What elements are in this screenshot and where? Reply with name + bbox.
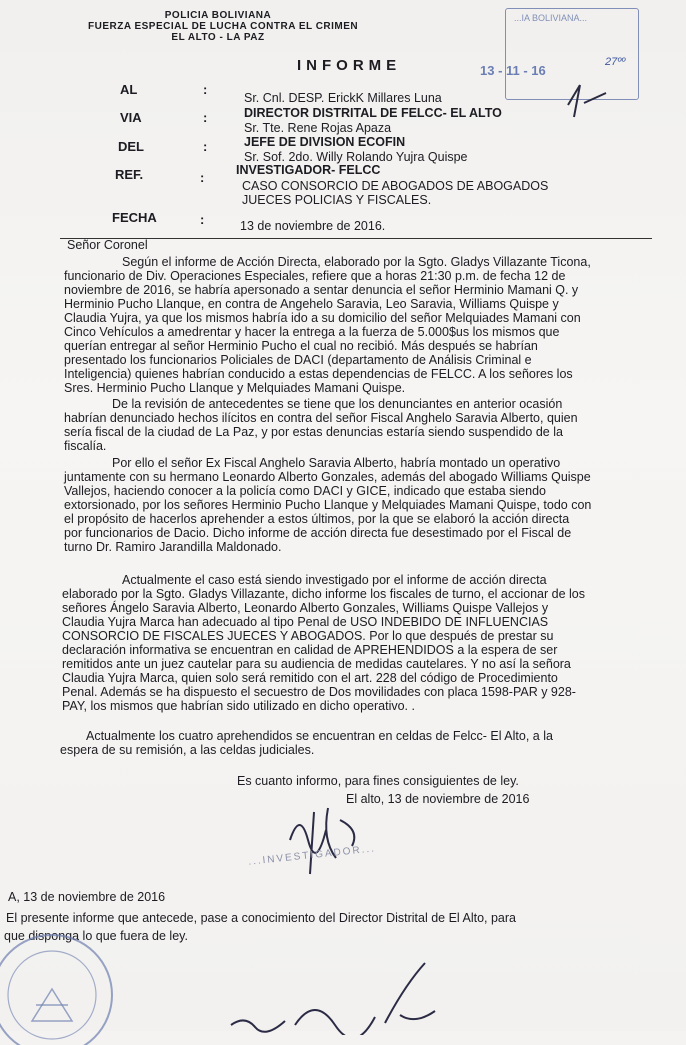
footer-line: que disponga lo que fuera de ley. xyxy=(4,929,188,943)
officer-signature xyxy=(270,800,390,880)
stamp-date: 13 - 11 - 16 xyxy=(480,63,546,78)
body-line: Penal. Además se ha dispuesto el secuestro de Dos movilidades con placa 1598-PAR y 928- xyxy=(62,685,576,699)
field-al-title: DIRECTOR DISTRITAL DE FELCC- EL ALTO xyxy=(244,106,502,120)
body-line: fiscalía. xyxy=(64,439,107,453)
body-line: declaración informativa se encuentran en calidad de APREHENDIDOS a la espera de ser xyxy=(62,643,558,657)
salutation: Señor Coronel xyxy=(67,238,148,252)
field-label-ref: REF. xyxy=(115,167,144,182)
body-line: habrían denunciado hechos ilícitos en contra del señor Fiscal Anghelo Saravia Alberto, quien xyxy=(64,411,578,425)
field-ref-line-1: CASO CONSORCIO DE ABOGADOS DE ABOGADOS xyxy=(242,179,549,193)
field-fecha-value: 13 de noviembre de 2016. xyxy=(240,219,386,233)
place-date-line: El alto, 13 de noviembre de 2016 xyxy=(346,792,530,806)
body-line: señores Ángelo Saravia Alberto, Leonardo Alberto Gonzales, Williams Quispe Vallejos y xyxy=(62,601,549,615)
field-ref-line-2: JUECES POLICIAS Y FISCALES. xyxy=(242,193,432,207)
body-line: noviembre de 2016, se habría apersonado a sentar denuncia el señor Herminio Mamani Q. y xyxy=(64,283,579,297)
document-title: INFORME xyxy=(297,57,402,74)
body-line: funcionario de Div. Operaciones Especiales, refiere que a horas 21:30 p.m. de fecha 12 de xyxy=(64,269,566,283)
body-line: CONSORCIO DE FISCALES JUECES Y ABOGADOS. Por lo que después de prestar su xyxy=(62,629,554,643)
stamp-top-text: ...IA BOLIVIANA... xyxy=(514,13,588,23)
body-line: Claudia Yujra Marca han adecuado al tipo Penal de USO INDEBIDO DE INFLUENCIAS xyxy=(62,615,549,629)
field-label-via: VIA xyxy=(120,110,142,125)
body-line: Por ello el señor Ex Fiscal Anghelo Saravia Alberto, habría montado un operativo xyxy=(112,456,561,470)
org-line-3: EL ALTO - LA PAZ xyxy=(171,32,265,43)
body-line: juntamente con su hermano Leonardo Alberto Gonzales, además del abogado Williams Quispe xyxy=(64,470,591,484)
official-seal-icon xyxy=(0,925,130,1045)
field-label-del: DEL xyxy=(118,139,144,154)
body-line: espera de su remisión, a las celdas judiciales. xyxy=(60,743,315,757)
field-al-name: Sr. Cnl. DESP. ErickK Millares Luna xyxy=(244,91,442,105)
body-line: por funcionarios de Dacio. Dicho informe de acción directa fue desestimado por el Fiscal de xyxy=(64,526,572,540)
field-colon: : xyxy=(200,170,205,185)
body-line: Claudia Yujra Marca, quien solo será remitido con el art. 228 del código de Procedimiento xyxy=(62,671,558,685)
body-line: turno Dr. Ramiro Jarandilla Maldonado. xyxy=(64,540,282,554)
field-via-name: Sr. Tte. Rene Rojas Apaza xyxy=(244,121,392,135)
body-line: Actualmente el caso está siendo investigado por el informe de acción directa xyxy=(122,573,547,587)
body-line: Vallejos, haciendo conocer a la policía como DACI y GICE, indicado que estaba siendo xyxy=(64,484,546,498)
field-colon: : xyxy=(203,82,208,97)
org-line-1: POLICIA BOLIVIANA xyxy=(164,10,272,21)
body-line: sería fiscal de la ciudad de La Paz, y por estas denuncias estaría siendo suspendido de la xyxy=(64,425,563,439)
org-line-2: FUERZA ESPECIAL DE LUCHA CONTRA EL CRIMEN xyxy=(88,21,359,32)
body-line: Inteligencia) quienes habrían conducido a estas dependencias de FELCC. A los señores los xyxy=(64,367,573,381)
body-line: Claudia Yujra, ya que los mismos habría ido a su domicilio del señor Melquiades Mamani con xyxy=(64,311,581,325)
header-divider xyxy=(60,238,652,239)
body-line: Herminio Pucho Llanque, en contra de Angehelo Saravia, Leo Saravia, Williams Quispe y xyxy=(64,297,559,311)
field-del-name: Sr. Sof. 2do. Willy Rolando Yujra Quispe xyxy=(244,150,468,164)
field-label-al: AL xyxy=(120,82,138,97)
field-label-fecha: FECHA xyxy=(112,210,157,225)
footer-line: El presente informe que antecede, pase a conocimiento del Director Distrital de El Alto, para xyxy=(6,911,516,925)
field-del-title: INVESTIGADOR- FELCC xyxy=(236,163,381,177)
body-line: Según el informe de Acción Directa, elaborado por la Sgto. Gladys Villazante Ticona, xyxy=(122,255,591,269)
org-header xyxy=(88,10,359,43)
field-colon: : xyxy=(200,212,205,227)
body-line: elaborado por la Sgto. Gladys Villazante, dicho informe los fiscales de turno, el accionar de los xyxy=(62,587,585,601)
body-line: Actualmente los cuatro aprehendidos se encuentran en celdas de Felcc- El Alto, a la xyxy=(86,729,553,743)
reception-signature xyxy=(560,75,620,125)
body-line: presentado los funcionarios Policiales de DACI (departamento de Análisis Criminal e xyxy=(64,353,532,367)
field-colon: : xyxy=(203,110,208,125)
field-via-title: JEFE DE DIVISION ECOFIN xyxy=(244,135,406,149)
director-signature xyxy=(225,955,455,1035)
body-line: extorsionado, por los señores Herminio Pucho Llanque y Melquiades Mamani Quispe, todo con xyxy=(64,498,592,512)
body-line: Sres. Herminio Pucho Llanque y Melquiades Mamani Quispe. xyxy=(64,381,406,395)
body-line: PAY, los mismos que habrían sido utilizado en dicho operativo. . xyxy=(62,699,415,713)
body-line: querían entregar al señor Herminio Pucho el cual no recibió. Más después se habrían xyxy=(64,339,538,353)
body-line: De la revisión de antecedentes se tiene que los denunciantes en anterior ocasión xyxy=(112,397,563,411)
body-line: remitidos ante un juez cautelar para su audiencia de medidas cautelares. Y no así la señora xyxy=(62,657,571,671)
field-colon: : xyxy=(203,139,208,154)
closing-line: Es cuanto informo, para fines consiguientes de ley. xyxy=(237,774,519,788)
footer-date: A, 13 de noviembre de 2016 xyxy=(8,890,166,904)
body-line: el propósito de hacerlos aprehender a estos últimos, por la que se elaboró la acción directa xyxy=(64,512,570,526)
stamp-time: 27ºº xyxy=(605,56,626,68)
body-line: Cinco Vehículos a amedrentar y hacer la entrega a la fuerza de 5.000$us los mismos que xyxy=(64,325,560,339)
officer-stamp-text: ...INVESTIGADOR... xyxy=(247,843,377,868)
